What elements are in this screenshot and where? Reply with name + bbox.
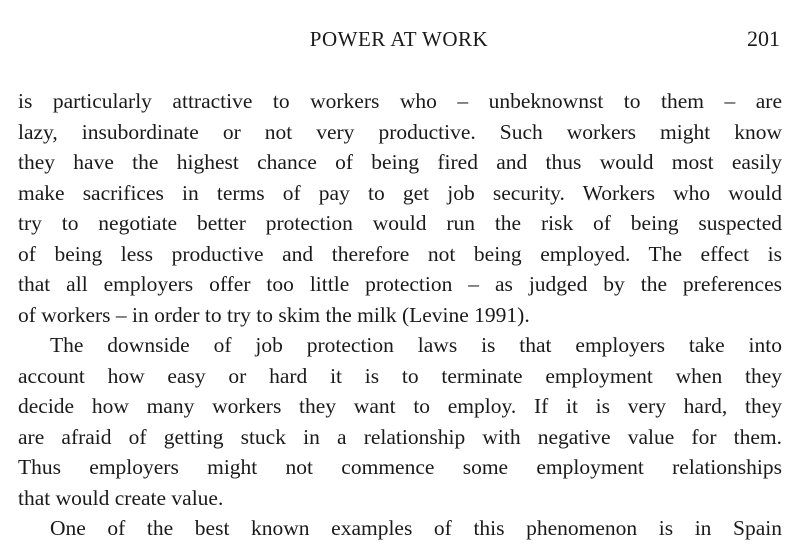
text-line: lazy, insubordinate or not very productive. Such workers might know [18, 119, 782, 144]
text-line: that would create value. [18, 485, 224, 510]
text-line: try to negotiate better protection would run the risk of being suspected [18, 211, 782, 235]
text-line: make sacrifices in terms of pay to get job security. Workers who would [18, 180, 782, 205]
text-line: is particularly attractive to workers who – unbeknownst to them – are [18, 89, 782, 113]
text-line: account how easy or hard it is to terminate employment when they [18, 363, 782, 388]
text-line: of workers – in order to try to skim the milk (Levine 1991). [18, 302, 530, 327]
text-line: are afraid of getting stuck in a relationship with negative value for them. [18, 424, 782, 449]
running-title: POWER AT WORK [309, 27, 489, 51]
body-text [18, 86, 782, 540]
page-number: 201 [747, 26, 780, 51]
text-line: Thus employers might not commence some employment relationships [18, 455, 782, 479]
text-line: decide how many workers they want to employ. If it is very hard, they [18, 394, 782, 418]
text-line: they have the highest chance of being fired and thus would most easily [18, 150, 782, 174]
text-line-cut-off: One of the best known examples of this phenomenon is in Spain [50, 516, 782, 540]
text-line: that all employers offer too little protection – as judged by the preferences [18, 272, 782, 296]
text-line: The downside of job protection laws is that employers take into [50, 333, 782, 357]
text-line: of being less productive and therefore not being employed. The effect is [18, 241, 782, 266]
running-head [0, 24, 798, 54]
